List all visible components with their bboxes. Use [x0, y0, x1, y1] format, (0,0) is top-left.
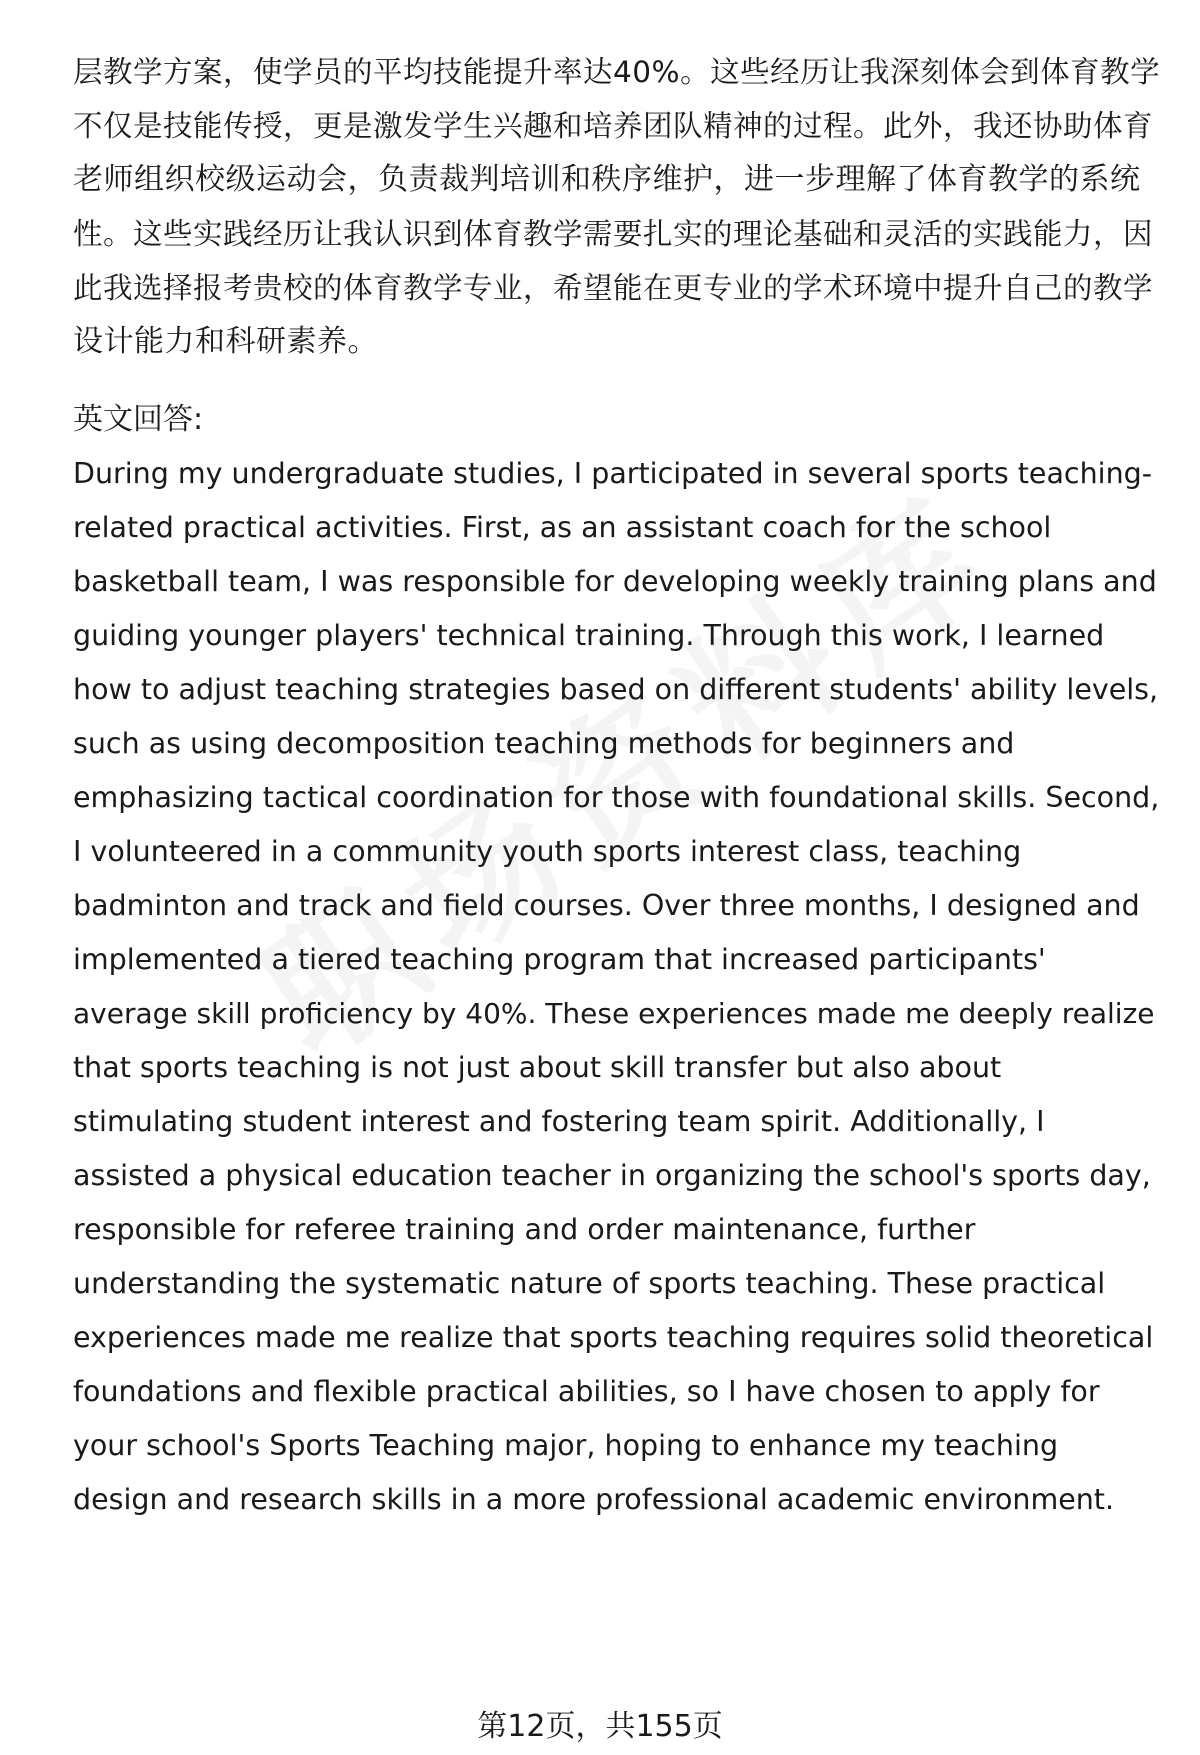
en-line-3: basketball team, I was responsible for developing weekly training plans and: [73, 565, 1157, 598]
en-line-12: that sports teaching is not just about skill transfer but also about: [73, 1051, 1002, 1084]
en-line-16: understanding the systematic nature of sports teaching. These practical: [73, 1267, 1106, 1300]
zh-line-1: 层教学方案，使学员的平均技能提升率达40%。这些经历让我深刻体会到体育教学: [73, 55, 1161, 89]
en-line-20: design and research skills in a more professional academic environment.: [73, 1483, 1115, 1516]
en-line-14: assisted a physical education teacher in organizing the school's sports day,: [73, 1159, 1151, 1192]
en-line-6: such as using decomposition teaching methods for beginners and: [73, 727, 1015, 760]
en-line-1: During my undergraduate studies, I participated in several sports teaching-: [73, 457, 1153, 490]
en-line-9: badminton and track and field courses. Over three months, I designed and: [73, 889, 1140, 922]
en-line-19: your school's Sports Teaching major, hoping to enhance my teaching: [73, 1429, 1059, 1462]
en-line-11: average skill proficiency by 40%. These experiences made me deeply realize: [73, 997, 1155, 1030]
page-number-footer: 第12页，共155页: [477, 1709, 723, 1744]
zh-line-6: 设计能力和科研素养。: [73, 324, 378, 359]
zh-line-3: 老师组织校级运动会，负责裁判培训和秩序维护，进一步理解了体育教学的系统: [73, 162, 1141, 197]
en-line-10: implemented a tiered teaching program that increased participants': [73, 943, 1046, 976]
english-answer-label: 英文回答:: [73, 402, 204, 437]
en-line-8: I volunteered in a community youth sports interest class, teaching: [73, 835, 1022, 868]
en-line-18: foundations and flexible practical abilities, so I have chosen to apply for: [73, 1375, 1100, 1408]
en-line-5: how to adjust teaching strategies based on different students' ability levels,: [73, 673, 1159, 706]
en-line-2: related practical activities. First, as an assistant coach for the school: [73, 511, 1052, 544]
zh-line-2: 不仅是技能传授，更是激发学生兴趣和培养团队精神的过程。此外，我还协助体育: [73, 109, 1154, 143]
zh-line-5: 此我选择报考贵校的体育教学专业，希望能在更专业的学术环境中提升自己的教学: [73, 271, 1154, 305]
en-line-7: emphasizing tactical coordination for those with foundational skills. Second,: [73, 781, 1160, 814]
en-line-15: responsible for referee training and order maintenance, further: [73, 1213, 976, 1246]
zh-line-4: 性。这些实践经历让我认识到体育教学需要扎实的理论基础和灵活的实践能力，因: [73, 217, 1154, 251]
en-line-13: stimulating student interest and fostering team spirit. Additionally, I: [73, 1105, 1045, 1138]
en-line-17: experiences made me realize that sports teaching requires solid theoretical: [73, 1321, 1154, 1354]
en-line-4: guiding younger players' technical training. Through this work, I learned: [73, 619, 1105, 652]
